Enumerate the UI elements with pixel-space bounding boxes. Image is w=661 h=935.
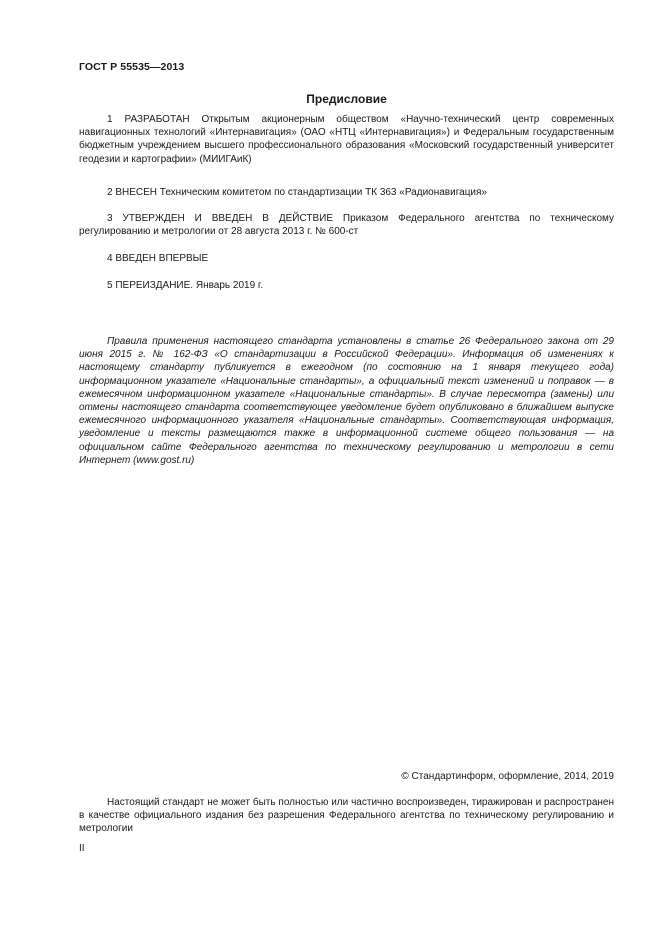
foreword-item-3: 3 УТВЕРЖДЕН И ВВЕДЕН В ДЕЙСТВИЕ Приказом Федерального агентства по техническому регулированию и метрологии от 28 августа 2013 г. № 600-ст — [79, 213, 614, 238]
application-rules-notice: Правила применения настоящего стандарта установлены в статье 26 Федерального закона от 29 июня 2015 г. № 162-ФЗ «О стандартизации в Российской Федерации». Информация об изменениях к настоящему стандарту публикуется в ежегодном (по состоянию на 1 января текущего года) информационном указателе «Национальные стандарты», а официальный текст изменений и поправок — в ежемесячном информационном указателе «Национальные стандарты». В случае пересмотра (замены) или отмены настоящего стандарта соответствующее уведомление будет опубликовано в ближайшем выпуске ежемесячного информационного указателя «Национальные стандарты». Соответствующая информация, уведомление и тексты размещаются также в информационной системе общего пользования — на официальном сайте Федерального агентства по техническому регулированию и метрологии в сети Интернет (www.gost.ru) — [79, 336, 614, 466]
reproduction-notice: Настоящий стандарт не может быть полностью или частично воспроизведен, тиражирован и распространен в качестве официального издания без разрешения Федерального агентства по техническому регулированию и метрологии — [79, 797, 614, 835]
foreword-item-1: 1 РАЗРАБОТАН Открытым акционерным обществом «Научно-технический центр современных навигационных технологий «Интернавигация» (ОАО «НТЦ «Интернавигация») и Федеральным государственным бюджетным учреждением высшего профессионального образования «Московский государственный университет геодезии и картографии» (МИИГАиК) — [79, 114, 614, 165]
document-code: ГОСТ Р 55535—2013 — [79, 61, 185, 73]
copyright-line: © Стандартинформ, оформление, 2014, 2019 — [401, 771, 614, 782]
foreword-item-2: 2 ВНЕСЕН Техническим комитетом по стандартизации ТК 363 «Радионавигация» — [107, 187, 487, 198]
page-number: II — [79, 843, 85, 854]
foreword-item-4: 4 ВВЕДЕН ВПЕРВЫЕ — [107, 253, 209, 264]
foreword-item-5: 5 ПЕРЕИЗДАНИЕ. Январь 2019 г. — [107, 280, 264, 291]
section-title: Предисловие — [306, 92, 387, 106]
